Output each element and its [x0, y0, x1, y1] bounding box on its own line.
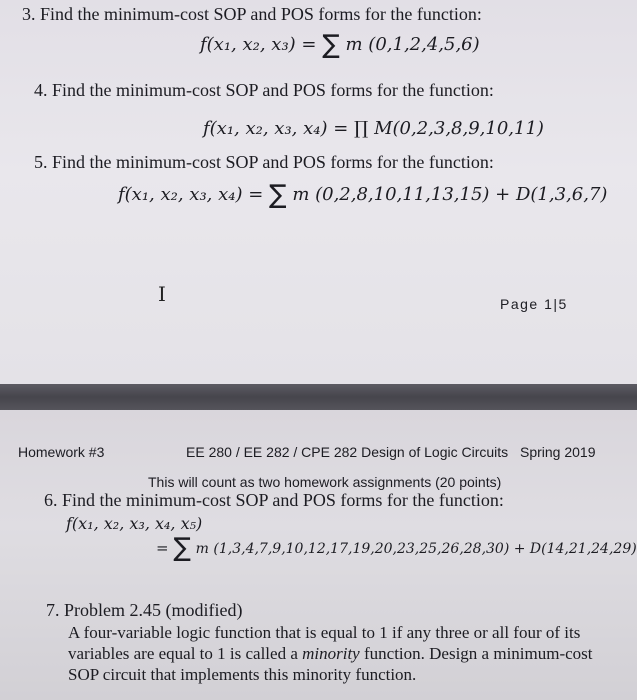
- question-5: [34, 152, 494, 173]
- question-4: [34, 80, 494, 101]
- q5-number: 5.: [34, 152, 48, 172]
- question-6: [44, 490, 504, 511]
- q3-rhs: m (0,1,2,4,5,6): [345, 34, 480, 55]
- header-center: EE 280 / EE 282 / CPE 282 Design of Logic Circuits: [186, 444, 509, 460]
- q5-equation: [118, 180, 607, 210]
- q4-number: 4.: [34, 80, 48, 100]
- q7-number: 7.: [46, 600, 60, 620]
- q7-body: [68, 622, 598, 685]
- page-separator: [0, 384, 637, 410]
- q6-number: 6.: [44, 490, 58, 510]
- q7-title: Problem 2.45 (modified): [64, 600, 243, 620]
- q5-text: Find the minimum-cost SOP and POS forms for the function:: [52, 152, 494, 172]
- header-right: Spring 2019: [520, 444, 596, 460]
- sigma-symbol: ∑: [173, 533, 191, 563]
- q5-rhs: m (0,2,8,10,11,13,15) + D(1,3,6,7): [292, 184, 608, 205]
- q4-equation: [203, 118, 544, 139]
- q6-text: Find the minimum-cost SOP and POS forms for the function:: [62, 490, 504, 510]
- q5-lhs: f(x₁, x₂, x₃, x₄) =: [118, 184, 264, 205]
- q7-body-after: function. Design a minimum-cost SOP circuit that implements this minority function.: [68, 644, 593, 684]
- bottom-page: [0, 410, 637, 700]
- q3-number: 3.: [22, 4, 36, 24]
- q6-rhs-equation: [156, 533, 637, 563]
- q3-lhs: f(x₁, x₂, x₃) =: [200, 34, 317, 55]
- question-3: [22, 4, 482, 25]
- q6-rhs: m (1,3,4,7,9,10,12,17,19,20,23,25,26,28,30) + D(14,21,24,29): [195, 541, 637, 557]
- q3-text: Find the minimum-cost SOP and POS forms for the function:: [40, 4, 482, 24]
- q4-equation-text: f(x₁, x₂, x₃, x₄) = ∏ M(0,2,3,8,9,10,11): [203, 118, 544, 139]
- header-left: Homework #3: [18, 444, 105, 460]
- sigma-symbol: ∑: [322, 30, 340, 60]
- q6-lhs: [66, 514, 202, 533]
- q7-term: minority: [302, 644, 360, 663]
- q7-body-before: A four-variable logic function that is equal to 1 if any three or all four of its variables are equal to 1 is called a: [68, 623, 581, 663]
- question-7: [46, 600, 242, 621]
- q6-lhs-text: f(x₁, x₂, x₃, x₄, x₅): [66, 514, 203, 533]
- page-number: Page 1|5: [500, 296, 568, 312]
- text-cursor-icon: I: [158, 282, 166, 306]
- sigma-symbol: ∑: [269, 180, 287, 210]
- q3-equation: [200, 30, 480, 60]
- q4-text: Find the minimum-cost SOP and POS forms for the function:: [52, 80, 494, 100]
- equals-sign: =: [156, 539, 169, 557]
- assignment-note: This will count as two homework assignments (20 points): [148, 474, 502, 490]
